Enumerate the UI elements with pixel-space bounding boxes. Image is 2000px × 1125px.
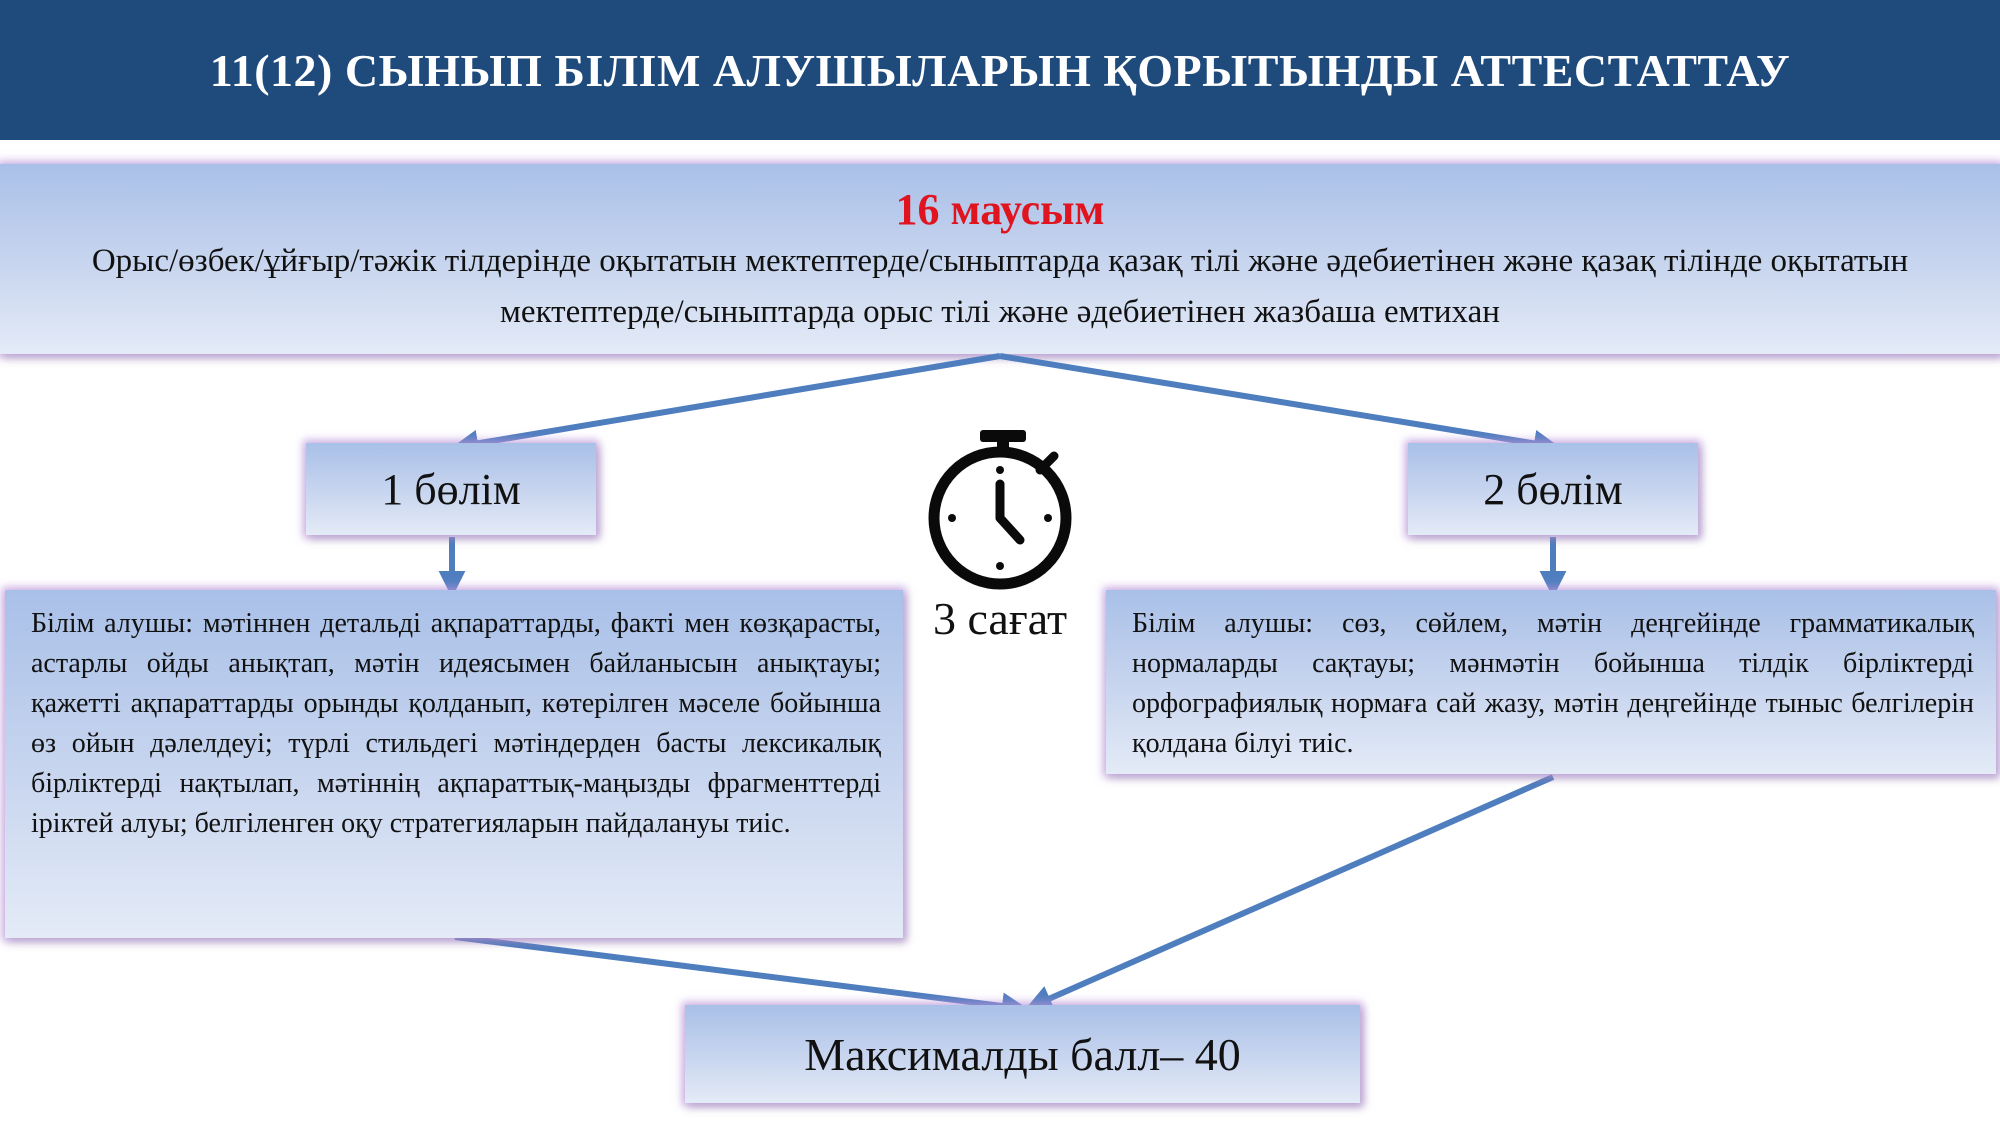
arrow-to-part-2: [1000, 356, 1550, 446]
part-2-label: 2 бөлім: [1483, 464, 1623, 514]
part-1-label: 1 бөлім: [381, 464, 521, 514]
part-1-requirements: [5, 590, 903, 938]
part-1-box: [306, 443, 596, 535]
stopwatch-icon: [934, 430, 1066, 584]
max-score-label: Максималды балл– 40: [804, 1028, 1241, 1080]
part-2-requirements: [1106, 590, 1996, 774]
arrow-text-1-to-max: [455, 937, 1018, 1008]
duration-label: 3 сағат: [932, 593, 1068, 644]
arrow-to-part-1: [462, 356, 1000, 446]
max-score-box: [685, 1005, 1360, 1103]
exam-date: 16 маусым: [895, 185, 1105, 234]
part-2-requirements-text: Білім алушы: сөз, сөйлем, мәтін деңгейінде грамматикалық нормаларды сақтауы; мәнмәтін бойынша тілдік бірліктерді орфографиялық нормаға сай жазу, мәтін деңгейінде тыныс белгілерін қолдана білуі тиіс.: [1132, 608, 1974, 759]
part-1-requirements-text: Білім алушы: мәтіннен детальді ақпараттарды, факті мен көзқарасты, астарлы ойды анықтап, мәтін идеясымен байланысын анықтауы; қажетті ақпараттарды орынды қолданып, көтерілген мәселе бойынша өз ойын дәлелдеуі; түрлі стильдегі мәтіндерден басты лексикалық бірліктерді нақтылап, мәтіннің ақпараттық-маңызды фрагменттерді іріктей алуы; белгіленген оқу стратегияларын пайдалануы тиіс.: [31, 608, 881, 839]
arrow-text-2-to-max: [1035, 777, 1553, 1005]
part-2-box: [1408, 443, 1698, 535]
page-title: 11(12) СЫНЫП БІЛІМ АЛУШЫЛАРЫН ҚОРЫТЫНДЫ АТТЕСТАТТАУ: [209, 44, 1791, 96]
exam-description: Орыс/өзбек/ұйғыр/тәжік тілдерінде оқытатын мектептерде/сыныптарда қазақ тілі және әдебиетінен және қазақ тілінде оқытатын мектептерде/сыныптарда орыс тілі және әдебиетінен жазбаша емтихан: [91, 243, 1909, 330]
